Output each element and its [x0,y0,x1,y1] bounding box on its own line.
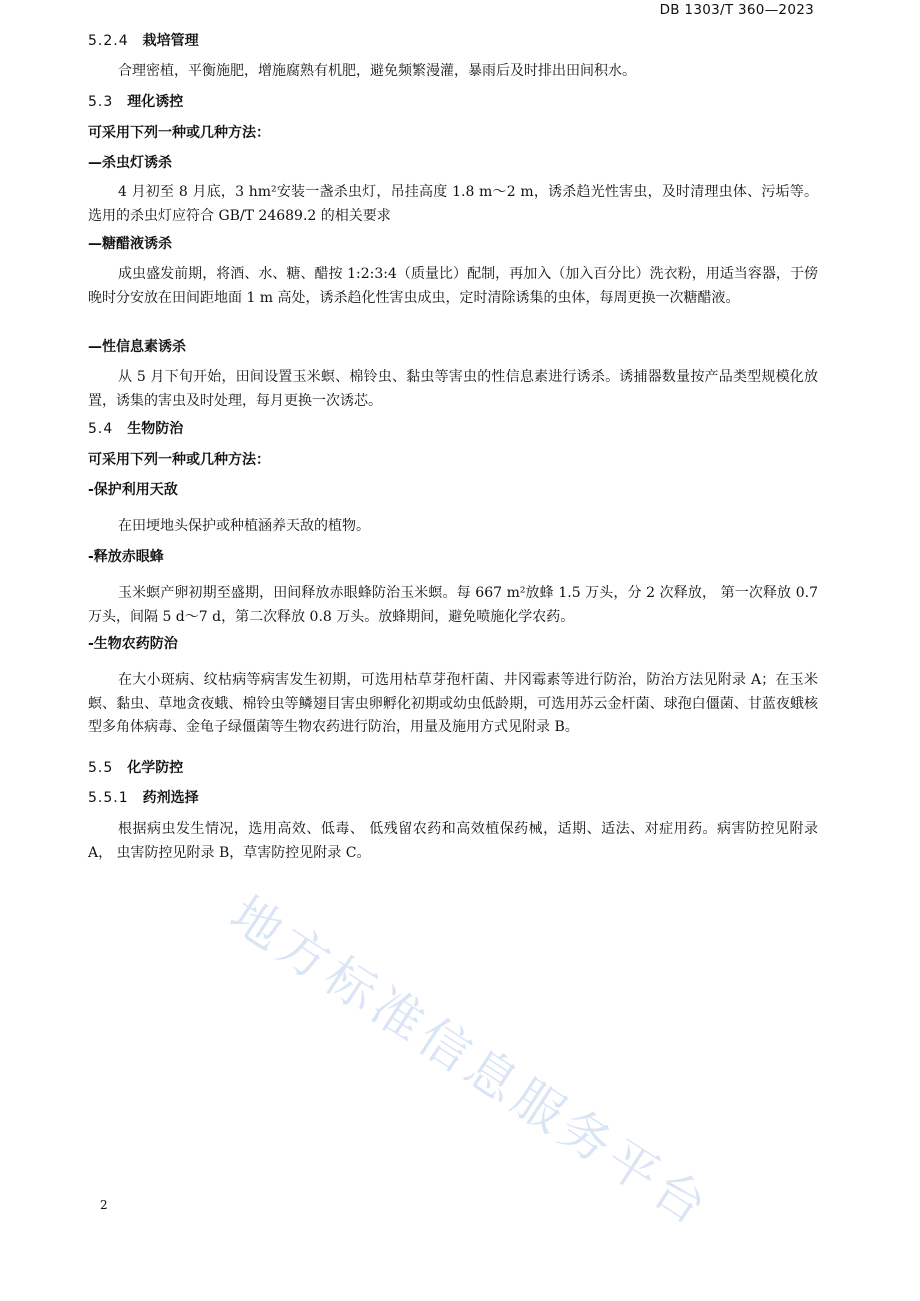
paragraph-agent-selection: 根据病虫发生情况，选用高效、低毒、 低残留农药和高效植保药械，适期、适法、对症用药。病害防控见附录 A， 虫害防控见附录 B，草害防控见附录 C。 [88,821,818,861]
section-number: 5.3 [88,94,114,110]
section-5-4-heading [88,418,183,440]
list-item-trichogramma: -释放赤眼蜂 [88,549,164,565]
section-number: 5.5 [88,760,114,776]
document-code: DB 1303/T 360—2023 [659,2,814,18]
paragraph-pheromone: 从 5 月下旬开始，田间设置玉米螟、棉铃虫、黏虫等害虫的性信息素进行诱杀。诱捕器数量按产品类型规模化放置，诱集的害虫及时处理，每月更换一次诱芯。 [88,369,818,409]
page-number: 2 [100,1198,108,1212]
list-item-sugar-vinegar: —糖醋液诱杀 [88,236,172,252]
paragraph-natural-enemies: 在田埂地头保护或种植涵养天敌的植物。 [118,518,370,534]
section-5-5-heading [88,757,183,779]
section-5-2-4-heading [88,30,199,52]
section-number: 5.2.4 [88,33,129,49]
section-5-3-heading [88,91,183,113]
methods-lead: 可采用下列一种或几种方法： [88,125,270,141]
paragraph-cultivation: 合理密植，平衡施肥，增施腐熟有机肥，避免频繁漫灌，暴雨后及时排出田间积水。 [118,63,636,79]
section-title: 药剂选择 [142,790,199,806]
section-title: 化学防控 [127,760,184,776]
list-item-insect-lamp: —杀虫灯诱杀 [88,155,172,171]
section-title: 生物防治 [127,421,184,437]
section-title: 理化诱控 [127,94,184,110]
paragraph-biopesticide: 在大小斑病、纹枯病等病害发生初期，可选用枯草芽孢杆菌、井冈霉素等进行防治，防治方法见附录 A；在玉米螟、黏虫、草地贪夜蛾、棉铃虫等鳞翅目害虫卵孵化初期或幼虫低龄期，可选用苏云金杆菌、球孢白僵菌、甘蓝夜蛾核型多角体病毒、金龟子绿僵菌等生物农药进行防治，用量及施用方式见附录 B。 [88,672,818,735]
methods-lead: 可采用下列一种或几种方法： [88,452,270,468]
section-number: 5.5.1 [88,790,129,806]
section-title: 栽培管理 [142,33,199,49]
paragraph-trichogramma: 玉米螟产卵初期至盛期，田间释放赤眼蜂防治玉米螟。每 667 m²放蜂 1.5 万头，分 2 次释放， 第一次释放 0.7 万头，间隔 5 d～7 d，第二次释放 0.8 万头。放蜂期间，避免喷施化学农药。 [88,585,818,625]
section-5-5-1-heading [88,787,199,809]
list-item-biopesticide: -生物农药防治 [88,636,178,652]
section-number: 5.4 [88,421,114,437]
list-item-pheromone: —性信息素诱杀 [88,339,186,355]
watermark: 地方标准信息服务平台 [220,885,722,1239]
paragraph-insect-lamp: 4 月初至 8 月底，3 hm²安装一盏杀虫灯，吊挂高度 1.8 m～2 m，诱杀趋光性害虫，及时清理虫体、污垢等。选用的杀虫灯应符合 GB/T 24689.2 的相关要求 [88,184,818,224]
list-item-natural-enemies: -保护利用天敌 [88,482,178,498]
paragraph-sugar-vinegar: 成虫盛发前期，将酒、水、糖、醋按 1:2:3:4（质量比）配制，再加入（加入百分比）洗衣粉，用适当容器，于傍晚时分安放在田间距地面 1 m 高处，诱杀趋化性害虫成虫，定时清除诱集的虫体，每周更换一次糖醋液。 [88,266,818,306]
